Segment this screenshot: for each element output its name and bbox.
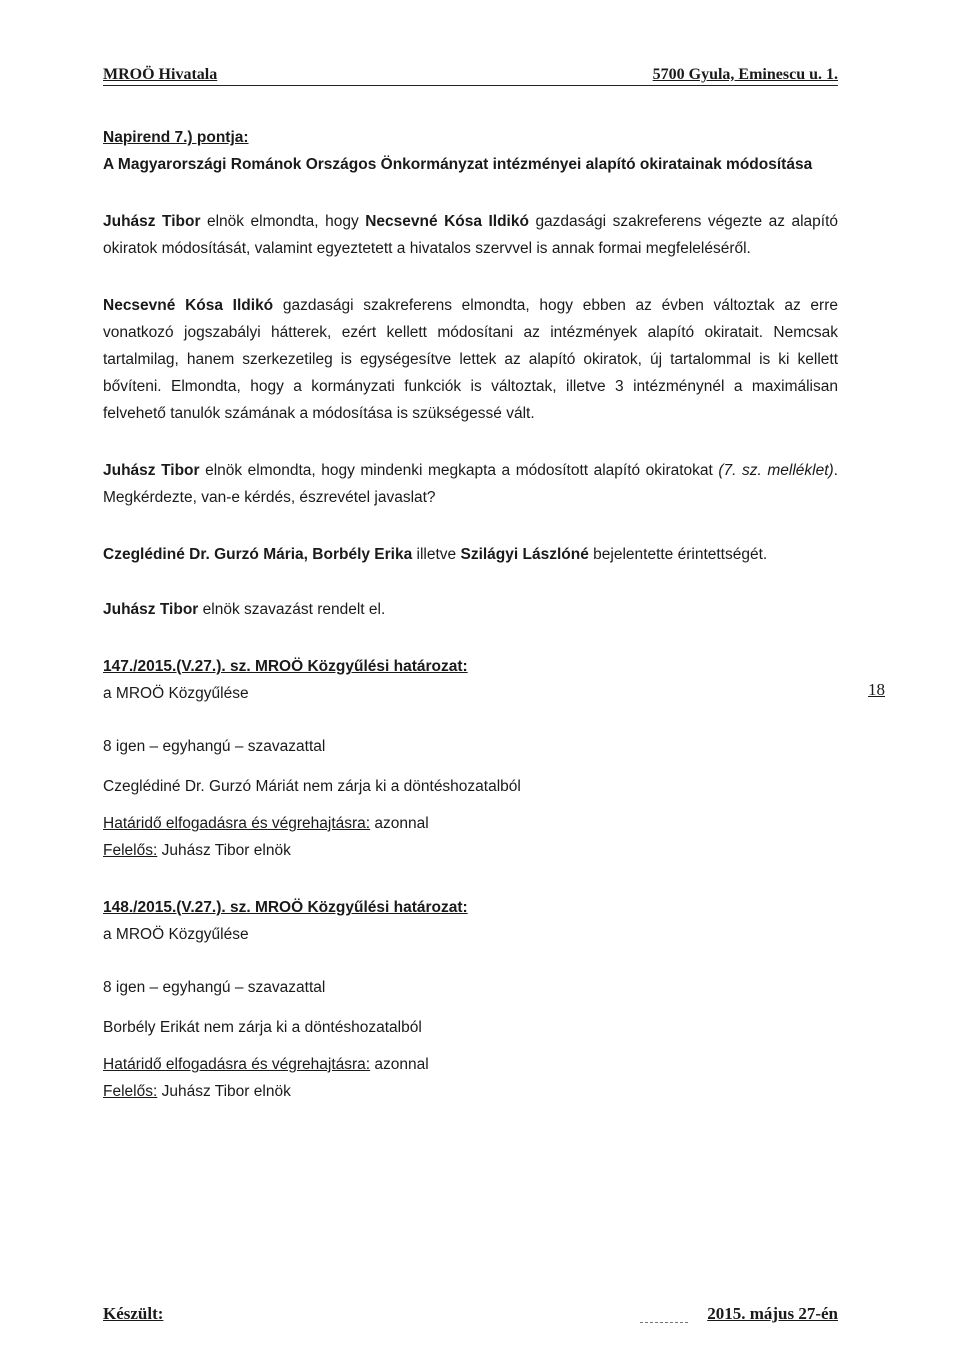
deadline-value: azonnal	[370, 815, 429, 832]
agenda-subject	[103, 151, 838, 178]
page-header	[103, 66, 838, 86]
paragraph-5	[103, 596, 838, 623]
agenda-subject-text: A Magyarországi Románok Országos Önkormányzat intézményei alapító okiratainak módosítása	[103, 156, 813, 173]
paragraph-text: . Megkérdezte, van-e kérdés, észrevétel javaslat?	[103, 462, 838, 506]
paragraph-text: elnök elmondta, hogy	[200, 213, 366, 230]
agenda-label: Napirend 7.) pontja:	[103, 129, 249, 146]
resolution-number: 148./2015.(V.27.). sz. MROÖ Közgyűlési határozat:	[103, 899, 468, 916]
resolution-decision: Czeglédiné Dr. Gurzó Máriát nem zárja ki a döntéshozatalból	[103, 778, 521, 795]
resolution-147	[103, 653, 838, 864]
resolution-decision: Borbély Erikát nem zárja ki a döntéshozatalból	[103, 1019, 422, 1036]
paragraph-3	[103, 457, 838, 511]
paragraph-2	[103, 292, 838, 427]
footer-date: 2015. május 27-én	[707, 1304, 838, 1323]
person-name: Szilágyi Lászlóné	[460, 546, 589, 563]
paragraph-text: gazdasági szakreferens végezte az alapító okiratok módosítását, valamint egyeztetett a hivatalos szervvel is annak formai megfeleléséről.	[103, 213, 838, 257]
resolution-vote: 8 igen – egyhangú – szavazattal	[103, 738, 326, 755]
paragraph-text: illetve	[412, 546, 461, 563]
paragraph-4	[103, 541, 838, 568]
responsible-label: Felelős:	[103, 1083, 158, 1100]
page-number: 18	[868, 680, 885, 699]
attachment-reference: (7. sz. melléklet)	[718, 462, 834, 479]
deadline-value: azonnal	[370, 1056, 429, 1073]
resolution-148	[103, 894, 838, 1105]
paragraph-text: bejelentette érintettségét.	[588, 546, 768, 563]
deadline-label: Határidő elfogadásra és végrehajtásra:	[103, 815, 371, 832]
paragraph-1	[103, 208, 838, 262]
speaker-name: Juhász Tibor	[103, 213, 201, 230]
resolution-number: 147./2015.(V.27.). sz. MROÖ Közgyűlési határozat:	[103, 658, 468, 675]
responsible-value: Juhász Tibor elnök	[157, 1083, 291, 1100]
paragraph-text: elnök szavazást rendelt el.	[198, 601, 386, 618]
paragraph-text: elnök elmondta, hogy mindenki megkapta a módosított alapító okiratokat	[199, 462, 719, 479]
footer-prepared-label: Készült:	[103, 1304, 164, 1323]
resolution-body: a MROÖ Közgyűlése	[103, 685, 249, 702]
header-address: 5700 Gyula, Eminescu u. 1.	[652, 66, 838, 83]
header-office: MROÖ Hivatala	[103, 66, 218, 83]
speaker-name: Juhász Tibor	[103, 601, 199, 618]
page-footer	[103, 1304, 838, 1324]
responsible-label: Felelős:	[103, 842, 158, 859]
paragraph-text: gazdasági szakreferens elmondta, hogy ebben az évben változtak az erre vonatkozó jogszabályi hátterek, ezért kellett módosítani az intézmények alapító okiratait. Nemcsak tartalmilag, hanem szerkezetileg is egységesítve lettek az alapító okiratok, új tartalommal is ki kellett bővíteni. Elmondta, hogy a kormányzati funkciók is változtak, illetve 3 intézménynél a maximálisan felvehető tanulók számának a módosítása is szükségessé vált.	[103, 297, 838, 422]
agenda-title	[103, 124, 838, 151]
resolution-body: a MROÖ Közgyűlése	[103, 926, 249, 943]
person-name: Necsevné Kósa Ildikó	[365, 213, 529, 230]
responsible-value: Juhász Tibor elnök	[157, 842, 291, 859]
resolution-vote: 8 igen – egyhangú – szavazattal	[103, 979, 326, 996]
speaker-name: Necsevné Kósa Ildikó	[103, 297, 274, 314]
speaker-name: Juhász Tibor	[103, 462, 200, 479]
person-names: Czeglédiné Dr. Gurzó Mária, Borbély Erika	[103, 546, 413, 563]
document-body	[103, 124, 838, 1105]
deadline-label: Határidő elfogadásra és végrehajtásra:	[103, 1056, 371, 1073]
